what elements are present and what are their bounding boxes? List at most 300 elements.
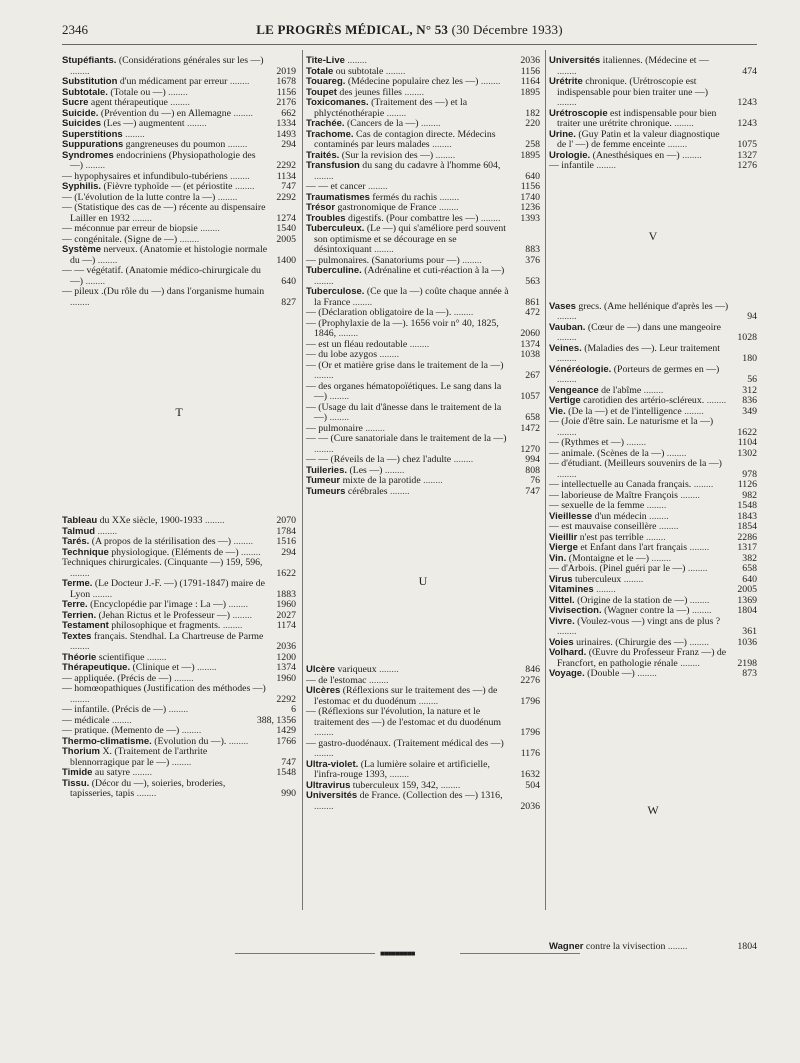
leader-dots: ........ (557, 374, 577, 385)
entry-page-ref: 361 (742, 626, 757, 637)
entry-page-ref: 1243 (737, 118, 757, 129)
index-entry (306, 266, 540, 287)
section-letter: T (175, 404, 183, 419)
entry-text: — intellectuelle au Canada français. (549, 479, 692, 490)
entry-headword: Théorie (62, 651, 97, 663)
index-entry (306, 434, 540, 455)
index-column-1 (62, 56, 296, 800)
entry-text: (Adrénaline et cuti-réaction à la —) (361, 265, 505, 276)
entry-page-ref: 1895 (520, 149, 540, 161)
entry-headword: Wagner (549, 940, 584, 952)
entry-page-ref: 2027 (276, 609, 296, 621)
entry-headword: Vie. (549, 405, 566, 417)
entry-page-ref: 1200 (276, 651, 296, 663)
leader-dots: ........ (220, 620, 243, 631)
entry-page-ref: 836 (742, 395, 757, 406)
index-entry (549, 302, 757, 323)
leader-dots: ........ (70, 641, 90, 652)
entry-headword: Suicides (62, 118, 102, 129)
entry-text: d'un médicament par erreur (117, 76, 228, 87)
entry-page-ref: 1156 (520, 65, 540, 77)
entry-text: — (Déclaration obligatoire de la —). (306, 307, 452, 318)
entry-text: (Médecine populaire chez les —) (345, 76, 479, 87)
entry-headword: Tuberculine. (306, 265, 362, 276)
entry-page-ref: 2036 (276, 641, 296, 652)
entry-headword: Ulcères (306, 685, 341, 696)
leader-dots: ........ (177, 233, 200, 245)
leader-dots: ........ (623, 437, 647, 448)
leader-dots: ........ (225, 139, 248, 150)
entry-text: — (Or et matière grise dans le traitement de la —) (306, 359, 504, 371)
entry-headword: Volhard. (549, 647, 587, 658)
leader-dots: ........ (327, 412, 350, 423)
index-entry (549, 77, 757, 109)
entry-headword: Terre. (62, 599, 88, 610)
entry-text: de l'abîme (598, 384, 642, 396)
entry-text: italiennes. (Médecine et — (600, 55, 709, 66)
entry-page-ref: 1632 (520, 769, 540, 780)
index-entry (549, 323, 757, 344)
entry-page-ref: 2005 (276, 233, 296, 245)
leader-dots: ........ (383, 65, 406, 77)
entry-text: (Maladies des —). Leur traitement (581, 342, 720, 354)
leader-dots: ........ (433, 149, 456, 161)
entry-headword: Touareg. (306, 76, 346, 87)
entry-headword: Vieillesse (549, 510, 593, 522)
entry-headword: Voies (549, 636, 574, 648)
entry-text: — médicale (62, 714, 110, 726)
leader-dots: ........ (314, 727, 334, 738)
leader-dots: ........ (593, 160, 616, 171)
entry-text: — (L'évolution de la lutte contre la —) (62, 191, 216, 203)
entry-headword: Substitution (62, 76, 118, 87)
entry-page-ref: 1883 (276, 588, 296, 600)
index-entry (306, 287, 540, 308)
index-entry (62, 779, 296, 800)
leader-dots: ........ (365, 181, 388, 192)
entry-text: — — (Cure sanatoriale dans le traitement de la —) (306, 433, 507, 444)
entry-text: Cas de contagion directe. Médecins contaminés par leurs malades (314, 128, 496, 150)
entry-text: (Les —) augmentent (101, 118, 185, 129)
entry-headword: Urétrite (549, 76, 583, 87)
entry-headword: Tuberculeux. (306, 223, 365, 234)
entry-text: — gastro-duodénaux. (Traitement médical des —) (306, 737, 504, 749)
leader-dots: ........ (704, 395, 727, 406)
leader-dots: ........ (215, 191, 238, 203)
entry-page-ref: 747 (281, 181, 296, 192)
entry-page-ref: 1622 (737, 426, 757, 438)
entry-page-ref: 990 (281, 788, 296, 799)
entry-text: — pileux .(Du rôle du —) dans l'organisme humain (62, 286, 265, 297)
leader-dots: ........ (95, 525, 118, 537)
leader-dots: ........ (646, 510, 669, 522)
leader-dots: ........ (362, 422, 385, 434)
leader-dots: ........ (70, 296, 90, 308)
entry-page-ref: 1334 (276, 118, 296, 129)
entry-headword: Tissu. (62, 777, 90, 789)
entry-text: (Origine de la station de —) (574, 594, 688, 606)
entry-text: — (Joie d'être sain. Le naturisme et la —) (549, 416, 714, 427)
entry-headword: Vauban. (549, 321, 586, 333)
entry-page-ref: 640 (281, 275, 296, 287)
entry-headword: Terme. (62, 578, 93, 589)
entry-text: variqueux (335, 664, 377, 675)
index-entry (306, 487, 540, 498)
leader-dots: ........ (184, 118, 207, 129)
leader-dots: ........ (371, 244, 394, 255)
leader-dots: ........ (437, 191, 460, 203)
entry-text: français. Stendhal. La Chartreuse de Parme (91, 630, 264, 642)
entry-headword: Totale (306, 65, 334, 77)
leader-dots: ........ (429, 139, 452, 150)
entry-text: (Réflexions sur le traitement des —) de l'estomac et du duodénum (314, 685, 498, 707)
entry-headword: Système (62, 244, 102, 255)
entry-headword: Textes (62, 630, 92, 642)
entry-page-ref: 1057 (520, 391, 540, 402)
entry-page-ref: 563 (525, 275, 540, 287)
entry-page-ref: 1276 (737, 160, 757, 171)
entry-text: du XXe siècle, 1900-1933 (97, 515, 203, 526)
entry-text: (Anesthésiques en —) (590, 149, 680, 161)
leader-dots: ........ (314, 800, 334, 812)
leader-dots: ........ (350, 296, 373, 308)
leader-dots: ........ (226, 735, 249, 747)
entry-text: (Cancers de la —) (344, 118, 419, 129)
entry-text: — (Rythmes et —) (549, 437, 624, 448)
page-header (62, 22, 757, 42)
entry-headword: Ultravirus (306, 779, 351, 791)
entry-text: (Totale ou —) (107, 86, 166, 98)
leader-dots: ........ (686, 636, 709, 648)
leader-dots: ........ (387, 485, 410, 497)
entry-page-ref: 2060 (520, 328, 540, 339)
entry-headword: Vittel. (549, 594, 575, 606)
entry-text: — laborieuse de Maître François (549, 489, 678, 501)
entry-headword: Transfusion (306, 160, 360, 171)
entry-headword: Subtotale. (62, 86, 108, 98)
leader-dots: ........ (226, 599, 249, 610)
leader-dots: ........ (685, 563, 708, 574)
entry-text: (Traitement des —) et la phlycténothérapie (314, 97, 468, 119)
entry-headword: Tarés. (62, 536, 90, 547)
entry-page-ref: 1678 (276, 76, 296, 87)
entry-text: grecs. (Ame hellénique d'après les —) (575, 300, 729, 312)
section-spacer (306, 497, 540, 665)
leader-dots: ........ (557, 311, 577, 322)
index-entry (306, 161, 540, 182)
entry-text: (Porteurs de germes en —) (611, 363, 720, 375)
leader-dots: ........ (478, 212, 501, 224)
entry-text: — animale. (Scènes de la —) (549, 447, 665, 459)
leader-dots: ........ (621, 573, 644, 585)
leader-dots: ........ (478, 76, 501, 87)
index-entry (306, 707, 540, 739)
entry-text: fermés du rachis (369, 191, 438, 203)
leader-dots: ........ (95, 254, 118, 266)
index-entry (549, 648, 757, 669)
entry-text: — est mauvaise conseillère (549, 521, 657, 532)
entry-text: (Jehan Rictus et le Professeur —) (96, 609, 230, 621)
entry-page-ref: 294 (281, 546, 296, 558)
leader-dots: ........ (83, 275, 106, 287)
entry-text: gastronomique de France (335, 202, 437, 213)
entry-headword: Troubles (306, 212, 346, 224)
entry-text: est indispensable pour bien traiter une urétrite chronique. (557, 107, 717, 129)
index-entry (62, 266, 296, 287)
entry-page-ref: 1176 (520, 748, 540, 759)
entry-text: — congénitale. (Signe de —) (62, 233, 178, 245)
entry-page-ref: 1796 (520, 695, 540, 707)
entry-headword: Vivisection. (549, 605, 602, 616)
leader-dots: ........ (664, 447, 687, 459)
leader-dots: ........ (376, 664, 399, 675)
entry-page-ref: 180 (742, 353, 757, 364)
index-column-2 (306, 56, 540, 812)
leader-dots: ........ (366, 674, 389, 686)
entry-page-ref: 2292 (276, 160, 296, 171)
entry-headword: Urine. (549, 128, 576, 140)
entry-headword: Thermo-climatisme. (62, 735, 152, 747)
entry-page-ref: 1960 (276, 599, 296, 610)
entry-headword: Vertige (549, 395, 581, 406)
entry-headword: Vin. (549, 552, 567, 564)
entry-page-ref: 2198 (737, 657, 757, 669)
leader-dots: ........ (83, 160, 106, 171)
leader-dots: ........ (166, 704, 189, 715)
entry-headword: Syndromes (62, 149, 114, 161)
entry-headword: Sucre (62, 97, 89, 108)
index-entry (62, 684, 296, 705)
leader-dots: ........ (644, 500, 667, 511)
leader-dots: ........ (677, 489, 700, 501)
entry-headword: Vitamines (549, 584, 594, 595)
entry-headword: Traités. (306, 149, 340, 161)
entry-page-ref: 1843 (737, 510, 757, 522)
section-spacer (549, 172, 757, 302)
leader-dots: ........ (407, 338, 430, 350)
entry-headword: Tumeur (306, 475, 341, 486)
leader-dots: ........ (231, 536, 254, 547)
index-entry (306, 382, 540, 403)
leader-dots: ........ (557, 65, 577, 77)
entry-text: n'est pas terrible (577, 531, 644, 543)
leader-dots: ........ (557, 626, 577, 637)
index-entry (306, 403, 540, 424)
entry-text: (Voulez-vous —) vingt ans de plus ? (574, 615, 721, 627)
entry-page-ref: 1134 (276, 170, 296, 182)
entry-text: nerveux. (Anatomie et histologie normale du —) (70, 244, 268, 266)
leader-dots: ........ (382, 464, 405, 476)
entry-text: — est un fléau redoutable (306, 338, 408, 350)
entry-text: — des organes hématopoïétiques. Le sang dans la —) (306, 380, 502, 402)
entry-text: agent thérapeutique (88, 97, 168, 108)
entry-page-ref: 349 (742, 405, 757, 417)
entry-page-ref: 1274 (276, 212, 296, 224)
entry-text: — de l'estomac (306, 674, 367, 686)
entry-page-ref: 6 (291, 704, 296, 715)
index-entry (306, 98, 540, 119)
entry-text: physiologique. (Eléments de —) (108, 546, 239, 558)
entry-page-ref: 1740 (520, 191, 540, 203)
leader-dots: ........ (197, 223, 220, 234)
entry-text: urinaires. (Chirurgie des —) (573, 636, 687, 648)
entry-headword: Veines. (549, 342, 582, 354)
index-entry (549, 617, 757, 638)
entry-page-ref: 1548 (737, 500, 757, 511)
leader-dots: ........ (314, 370, 334, 381)
entry-headword: Thorium (62, 746, 100, 757)
entry-page-ref: 1327 (737, 149, 757, 161)
index-entry (549, 669, 757, 680)
footer-rule-right (460, 953, 580, 954)
leader-dots: ........ (144, 651, 167, 663)
entry-headword: Ulcère (306, 664, 336, 675)
leader-dots: ........ (648, 552, 672, 564)
entry-page-ref: 376 (525, 254, 540, 266)
leader-dots: ........ (129, 212, 152, 224)
index-entry (62, 245, 296, 266)
entry-text: chronique. (Urétroscopie est indispensable pour bien traiter une —) (557, 76, 708, 98)
entry-text: mixte de la parotide (340, 475, 421, 486)
leader-dots: ........ (557, 468, 577, 480)
footer-ornament (235, 949, 580, 957)
leader-dots: ........ (70, 65, 90, 77)
entry-page-ref: 982 (742, 489, 757, 501)
entry-page-ref: 640 (525, 170, 540, 182)
entry-text: (Double —) (584, 668, 635, 679)
entry-headword: Urologie. (549, 149, 591, 161)
entry-page-ref: 2276 (520, 674, 540, 686)
entry-page-ref: 747 (281, 756, 296, 768)
entry-text: gangreneuses du poumon (123, 139, 226, 150)
entry-text: (Clinique et —) (130, 662, 195, 673)
entry-page-ref: 1369 (737, 594, 757, 606)
header-rule (62, 44, 757, 45)
entry-page-ref: 1393 (520, 212, 540, 224)
entry-page-ref: 1104 (737, 437, 757, 448)
entry-headword: Superstitions (62, 128, 123, 140)
entry-page-ref: 2292 (276, 693, 296, 705)
leader-dots: ........ (344, 55, 367, 66)
entry-page-ref: 1622 (276, 567, 296, 579)
entry-headword: Testament (62, 620, 109, 631)
entry-page-ref: 1796 (520, 727, 540, 738)
entry-page-ref: 388, 1356 (256, 714, 296, 726)
entry-text: (Wagner contre la —) (601, 605, 690, 616)
leader-dots: ........ (109, 714, 132, 726)
entry-page-ref: 846 (525, 664, 540, 675)
leader-dots: ........ (438, 779, 461, 791)
leader-dots: ........ (634, 668, 657, 679)
entry-headword: Vieillir (549, 531, 578, 543)
index-entry (62, 203, 296, 224)
index-entry (306, 739, 540, 760)
index-entry (549, 365, 757, 386)
entry-text: — méconnue par erreur de biopsie (62, 223, 198, 234)
entry-headword: Voyage. (549, 668, 585, 679)
entry-page-ref: 1400 (276, 254, 296, 266)
entry-page-ref: 2176 (276, 97, 296, 108)
entry-headword: Vengeance (549, 384, 599, 396)
entry-headword: Suppurations (62, 139, 124, 150)
entry-page-ref: 978 (742, 468, 757, 480)
entry-headword: Tuileries. (306, 464, 348, 476)
entry-headword: Suicide. (62, 107, 99, 119)
entry-text: (La lumière solaire et artificielle, l'infra-rouge 1393, (314, 758, 490, 780)
leader-dots: ........ (643, 531, 666, 543)
leader-dots: ........ (314, 275, 334, 287)
entry-page-ref: 1472 (520, 422, 540, 434)
entry-text: (Considérations générales sur les —) (116, 55, 264, 66)
section-spacer (62, 308, 296, 516)
leader-dots: ........ (70, 567, 90, 579)
index-entry (62, 632, 296, 653)
leader-dots: ........ (420, 475, 443, 486)
leader-dots: ........ (122, 128, 145, 140)
leader-dots: ........ (665, 139, 688, 150)
entry-text: — d'Arbois. (Pinel guéri par le —) (549, 563, 686, 574)
entry-headword: Vivre. (549, 615, 575, 627)
entry-page-ref: 1156 (520, 181, 540, 192)
entry-page-ref: 994 (525, 454, 540, 465)
entry-page-ref: 2286 (737, 531, 757, 543)
leader-dots: ........ (687, 542, 710, 553)
entry-headword: Syphilis. (62, 181, 102, 192)
index-entry (549, 459, 757, 480)
leader-dots: ........ (665, 940, 688, 952)
leader-dots: ........ (336, 328, 359, 339)
entry-page-ref: 1156 (276, 86, 296, 98)
entry-headword: Timide (62, 767, 93, 778)
entry-page-ref: 1804 (737, 940, 757, 952)
entry-headword: Trachée. (306, 118, 345, 129)
index-entry (306, 760, 540, 781)
index-entry (62, 287, 296, 308)
entry-text: digestifs. (Pour combattre les —) (345, 212, 479, 224)
leader-dots: ........ (387, 769, 410, 780)
entry-text: — sexuelle de la femme (549, 500, 645, 511)
leader-dots: ........ (377, 349, 400, 360)
entry-page-ref: 1036 (737, 636, 757, 648)
entry-text: philosophique et fragments. (108, 620, 221, 631)
entry-text: (Evolution du —). (151, 735, 227, 747)
index-entry (62, 56, 296, 77)
entry-page-ref: 1766 (276, 735, 296, 747)
leader-dots: ........ (557, 426, 577, 438)
entry-page-ref: 94 (747, 311, 757, 322)
entry-text: (De la —) et de l'intelligence (565, 405, 682, 417)
entry-text: — d'étudiant. (Meilleurs souvenirs de la —) (549, 458, 722, 469)
entry-page-ref: 504 (525, 779, 540, 791)
entry-text: — pulmonaire (306, 422, 363, 434)
entry-page-ref: 2036 (520, 55, 540, 66)
index-entry (62, 747, 296, 768)
entry-text: carotidien des artério-scléreux. (580, 395, 705, 406)
entry-page-ref: 1174 (276, 620, 296, 631)
entry-text: — (Prophylaxie de la —). 1656 voir n° 40, 1825, 1846, (306, 317, 499, 339)
leader-dots: ........ (327, 391, 350, 402)
index-entry (549, 130, 757, 151)
entry-headword: Technique (62, 546, 109, 558)
index-entry (306, 361, 540, 382)
entry-page-ref: 56 (747, 374, 757, 385)
entry-page-ref: 267 (525, 370, 540, 381)
leader-dots: ........ (238, 546, 261, 558)
entry-page-ref: 640 (742, 573, 757, 585)
entry-text: (Le Docteur J.-F. —) (1791-1847) maire de Lyon (70, 578, 265, 600)
leader-dots: ........ (671, 118, 694, 129)
entry-page-ref: 1854 (737, 521, 757, 532)
